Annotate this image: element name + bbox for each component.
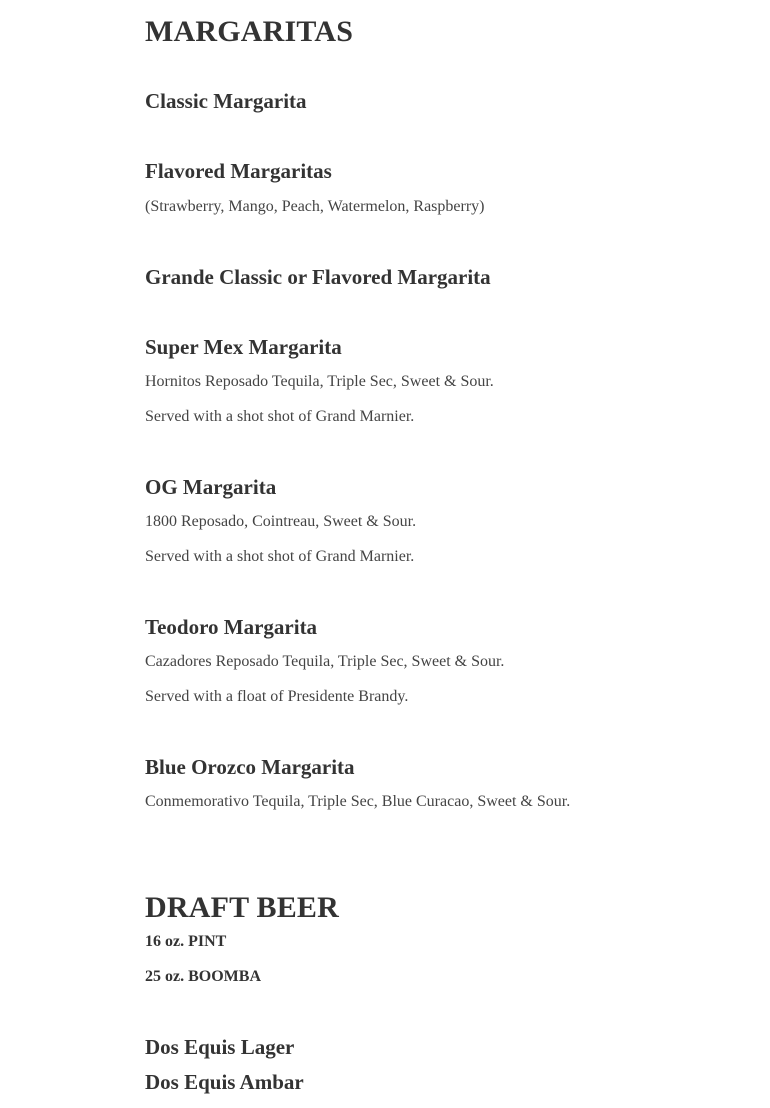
item-title-teodoro-margarita: Teodoro Margarita bbox=[145, 615, 318, 639]
section-title-draft-beer: DRAFT BEER bbox=[145, 891, 339, 924]
item-title-classic-margarita: Classic Margarita bbox=[145, 89, 307, 113]
item-desc-og-2: Served with a shot shot of Grand Marnier. bbox=[145, 548, 415, 565]
item-desc-teodoro-1: Cazadores Reposado Tequila, Triple Sec, Sweet & Sour. bbox=[145, 653, 505, 670]
item-title-dos-equis-lager: Dos Equis Lager bbox=[145, 1035, 295, 1059]
item-desc-og-1: 1800 Reposado, Cointreau, Sweet & Sour. bbox=[145, 513, 417, 530]
item-desc-super-mex-2: Served with a shot shot of Grand Marnier. bbox=[145, 408, 415, 425]
item-title-og-margarita: OG Margarita bbox=[145, 475, 277, 499]
item-desc-super-mex-1: Hornitos Reposado Tequila, Triple Sec, Sweet & Sour. bbox=[145, 373, 494, 390]
beer-size-pint: 16 oz. PINT bbox=[145, 933, 227, 950]
item-title-super-mex-margarita: Super Mex Margarita bbox=[145, 335, 342, 359]
item-desc-flavored-margaritas: (Strawberry, Mango, Peach, Watermelon, Raspberry) bbox=[145, 198, 485, 215]
beer-size-boomba: 25 oz. BOOMBA bbox=[145, 968, 261, 985]
item-title-dos-equis-ambar: Dos Equis Ambar bbox=[145, 1070, 304, 1094]
section-title-margaritas: MARGARITAS bbox=[145, 15, 354, 48]
item-desc-blue-orozco: Conmemorativo Tequila, Triple Sec, Blue Curacao, Sweet & Sour. bbox=[145, 793, 571, 810]
item-title-blue-orozco-margarita: Blue Orozco Margarita bbox=[145, 755, 355, 779]
item-title-grande-margarita: Grande Classic or Flavored Margarita bbox=[145, 265, 491, 289]
item-title-flavored-margaritas: Flavored Margaritas bbox=[145, 159, 332, 183]
item-desc-teodoro-2: Served with a float of Presidente Brandy. bbox=[145, 688, 409, 705]
